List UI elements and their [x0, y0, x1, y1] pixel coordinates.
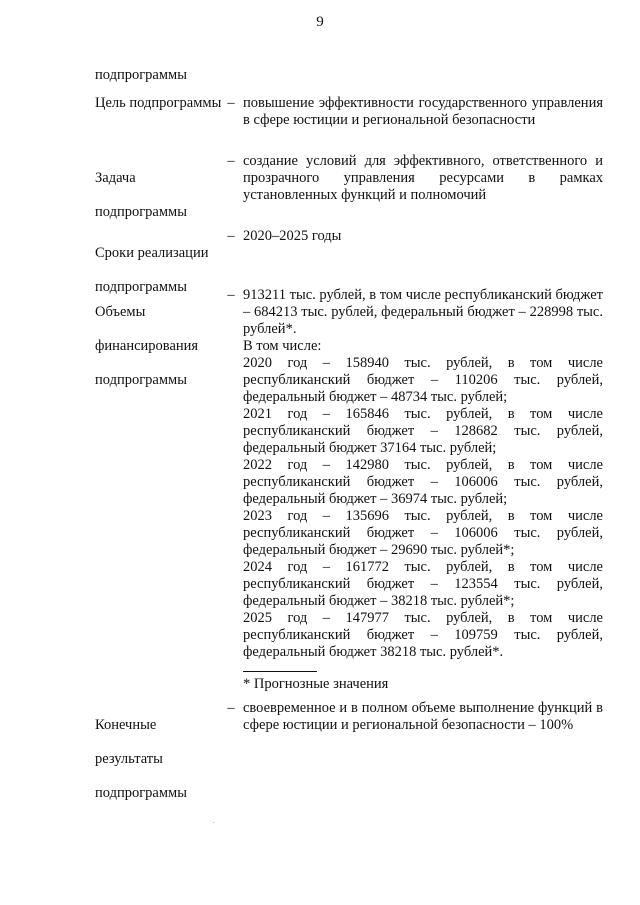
row-value: 2020–2025 годы	[243, 228, 342, 244]
row-dash: –	[227, 228, 235, 244]
year-line: 2022 год – 142980 тыс. рублей, в том числе	[243, 457, 603, 473]
row-label	[95, 153, 223, 238]
year-line: 2020 год – 158940 тыс. рублей, в том числе	[243, 355, 603, 371]
year-line: республиканский бюджет – 106006 тыс. рублей,	[243, 525, 603, 541]
row-label	[95, 700, 223, 819]
row-value: создание условий для эффективного, ответственного и прозрачного управления ресурсами в рамках установленных функций и полномочий	[243, 153, 603, 203]
row-dash: –	[227, 95, 235, 111]
row-dash: –	[227, 700, 235, 716]
funding-year-2020	[243, 355, 603, 406]
label-line: подпрограммы	[95, 279, 187, 295]
funding-year-2024	[243, 559, 603, 610]
funding-year-2023	[243, 508, 603, 559]
label-line: Конечные	[95, 717, 157, 733]
year-line: 2023 год – 135696 тыс. рублей, в том числе	[243, 508, 603, 524]
funding-year-2021	[243, 406, 603, 457]
funding-year-2022	[243, 457, 603, 508]
label-line: финансирования	[95, 338, 199, 354]
row-dash: –	[227, 153, 235, 169]
label-line: подпрограммы	[95, 372, 187, 388]
label-line: результаты	[95, 751, 163, 767]
year-line: 2024 год – 161772 тыс. рублей, в том числе	[243, 559, 603, 575]
year-line: республиканский бюджет – 109759 тыс. рублей,	[243, 627, 603, 643]
funding-in-that-number: В том числе:	[243, 338, 322, 354]
year-line: республиканский бюджет – 110206 тыс. рублей,	[243, 372, 603, 388]
row-value	[243, 287, 603, 693]
year-line: республиканский бюджет – 128682 тыс. рублей,	[243, 423, 603, 439]
funding-year-2025	[243, 610, 603, 661]
label-line: Задача	[95, 170, 136, 186]
year-line: федеральный бюджет 37164 тыс. рублей;	[243, 440, 497, 456]
row-label: Цель подпрограммы	[95, 95, 222, 111]
year-line: федеральный бюджет – 48734 тыс. рублей;	[243, 389, 508, 405]
row-dash: –	[227, 287, 235, 303]
year-line: 2025 год – 147977 тыс. рублей, в том числе	[243, 610, 603, 626]
footnote-rule	[243, 671, 317, 672]
year-line: республиканский бюджет – 123554 тыс. рублей,	[243, 576, 603, 592]
year-line: федеральный бюджет 38218 тыс. рублей*.	[243, 644, 504, 660]
row-value: повышение эффективности государственного управления в сфере юстиции и региональной безопасности	[243, 95, 603, 128]
funding-intro: 913211 тыс. рублей, в том числе республиканский бюджет – 684213 тыс. рублей, федеральный бюджет – 228998 тыс. рублей*.	[243, 287, 603, 337]
label-line: подпрограммы	[95, 785, 187, 801]
year-line: федеральный бюджет – 38218 тыс. рублей*;	[243, 593, 515, 609]
year-line: федеральный бюджет – 36974 тыс. рублей;	[243, 491, 508, 507]
scan-speck	[213, 822, 214, 823]
page-number: 9	[316, 14, 324, 30]
year-line: 2021 год – 165846 тыс. рублей, в том числе	[243, 406, 603, 422]
row-value: своевременное и в полном объеме выполнение функций в сфере юстиции и региональной безопасности – 100%	[243, 700, 603, 733]
label-line: Объемы	[95, 304, 146, 320]
label-line: Сроки реализации	[95, 245, 209, 261]
year-line: федеральный бюджет – 29690 тыс. рублей*;	[243, 542, 515, 558]
header-continuation: подпрограммы	[95, 67, 187, 83]
row-label	[95, 287, 223, 406]
label-line: подпрограммы	[95, 204, 187, 220]
year-line: республиканский бюджет – 106006 тыс. рублей,	[243, 474, 603, 490]
footnote: * Прогнозные значения	[243, 676, 389, 692]
